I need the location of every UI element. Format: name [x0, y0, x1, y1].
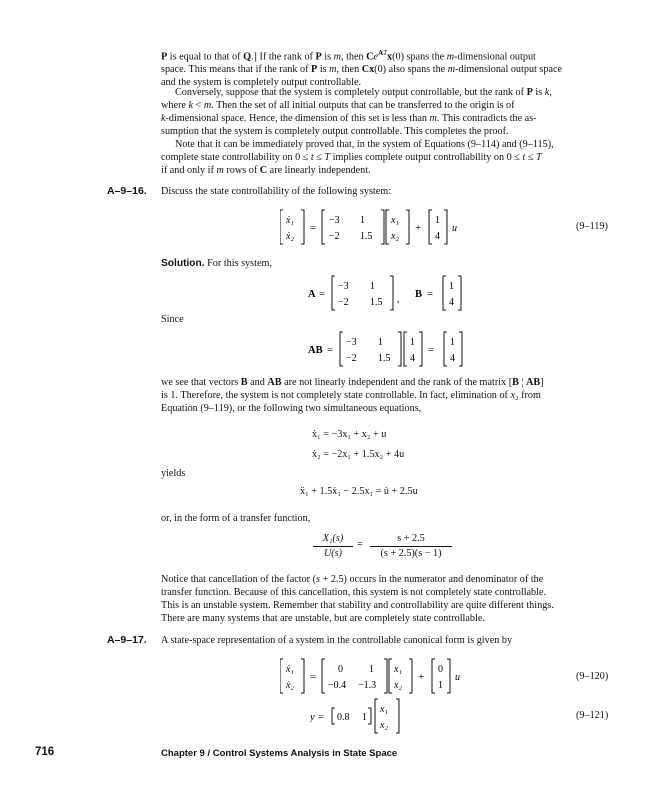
matrix-entry: 1 [435, 215, 440, 226]
svg-text:x₁: x₁ [380, 704, 388, 715]
matrix-entry: 1 [410, 337, 415, 348]
matrices-a-b [308, 274, 498, 312]
matrix-entry: −1.3 [358, 680, 377, 691]
matrix-entry: −3 [338, 281, 349, 292]
svg-text:=: = [310, 222, 317, 234]
problem-number: A–9–17. [107, 634, 147, 646]
svg-text:+: + [415, 222, 422, 234]
svg-text:ẋ₂: ẋ₂ [286, 231, 294, 242]
tf-lhs-denominator: U(s) [323, 548, 343, 559]
matrix-entry: 1 [369, 664, 374, 675]
output-equation-9-121 [310, 697, 440, 735]
matrix-a [322, 210, 384, 244]
matrix-entry: 1 [370, 281, 375, 292]
svg-text:u: u [452, 223, 457, 234]
text-line: transfer function. Because of this cancellation, this system is not completely state controllable. [161, 587, 547, 598]
svg-text:=: = [327, 345, 333, 356]
page-number: 716 [35, 746, 55, 758]
or-form-text: or, in the form of a transfer function, [161, 513, 311, 524]
problem-statement: A state-space representation of a system in the controllable canonical form is given by [161, 635, 513, 646]
svg-text:=: = [427, 289, 433, 300]
text-line: is 1. Therefore, the system is not completely state controllable. In fact, elimination of x₂ from [161, 390, 541, 401]
text-line: and the system is completely output controllable. [161, 77, 362, 89]
text-line: Notice that cancellation of the factor (s + 2.5) occurs in the numerator and denominator of the [161, 574, 544, 585]
matrix-entry: 1 [438, 680, 443, 691]
svg-text:,: , [397, 294, 400, 305]
matrix-entry: 4 [449, 297, 454, 308]
matrix-entry: −3 [329, 215, 340, 226]
intro-paragraph [161, 47, 612, 89]
matrix-entry: 1 [360, 215, 365, 226]
matrix-entry: 0 [338, 664, 343, 675]
equation-second-order: ẍ₁ + 1.5ẋ₁ − 2.5x₁ = u̇ + 2.5u [300, 486, 418, 497]
svg-text:u: u [455, 672, 460, 683]
svg-text:=: = [428, 345, 434, 356]
svg-text:x₁: x₁ [391, 215, 399, 226]
equation-number: (9–119) [576, 221, 608, 232]
notice-paragraph [161, 573, 612, 625]
equation-xdot1: ẋ₁ = −3x₁ + x₂ + u [312, 429, 387, 440]
matrix-b [429, 210, 447, 244]
tf-lhs-numerator: X₁(s) [322, 533, 344, 544]
text-line: Note that it can be immediately proved that, in the system of Equations (9–114) and (9–115), [175, 139, 554, 150]
yields-text: yields [161, 468, 186, 479]
text-line: sumption that the system is completely output controllable. This completes the proof. [161, 126, 509, 137]
matrix-entry: −0.4 [328, 680, 347, 691]
matrix-entry: 1.5 [378, 353, 391, 364]
problem-statement: Discuss the state controllability of the following system: [161, 186, 392, 197]
tf-rhs-denominator: (s + 2.5)(s − 1) [380, 548, 442, 559]
svg-text:=: = [310, 671, 317, 683]
text-line: P is equal to that of Q.] If the rank of P is m, then $Ce^{AT}x(0)$ spans the m-dimensional output [161, 49, 536, 63]
equals-sign: = [357, 539, 363, 550]
matrix-entry: 1.5 [360, 231, 373, 242]
matrix-entry: 1 [450, 337, 455, 348]
matrix-entry: −2 [329, 231, 340, 242]
svg-text:+: + [418, 671, 425, 683]
y-label: y = [310, 712, 325, 723]
svg-text:A: A [308, 289, 316, 300]
text-line: complete state controllability on 0 ≤ t ≤ T implies complete output controllability on 0 ≤ t ≤ T [161, 152, 542, 163]
svg-text:B: B [415, 289, 423, 300]
svg-text:ẋ₁: ẋ₁ [286, 215, 294, 226]
solution-text: For this system, [207, 258, 272, 269]
text-line: space. This means that if the rank of P is m, then Cx(0) also spans the m-dimensional output space [161, 64, 563, 76]
svg-text:ẋ₂: ẋ₂ [286, 680, 294, 691]
fraction-bar [313, 546, 353, 547]
matrix-ab-equation [308, 330, 498, 368]
matrix-entry: 0.8 [337, 712, 350, 723]
equation-number: (9–121) [576, 710, 609, 721]
matrix-entry: 1 [378, 337, 383, 348]
chapter-footer: Chapter 9 / Control Systems Analysis in State Space [161, 748, 398, 759]
svg-text:x₂: x₂ [394, 680, 402, 691]
svg-text:=: = [319, 289, 325, 300]
text-line: we see that vectors B and AB are not linearly independent and the rank of the matrix [B ¦ AB] [161, 377, 544, 388]
state-equation-9-119 [280, 208, 520, 246]
solution-label: Solution. [161, 258, 205, 269]
matrix-entry: 4 [450, 353, 455, 364]
text-line: k-dimensional space. Hence, the dimension of this set is less than m. This contradicts the as- [161, 113, 537, 124]
equation-xdot2: ẋ₂ = −2x₁ + 1.5x₂ + 4u [312, 449, 405, 460]
matrix-entry: −2 [338, 297, 349, 308]
matrix-entry: 1.5 [370, 297, 383, 308]
matrix-entry: −3 [346, 337, 357, 348]
text-line: if and only if m rows of C are linearly independent. [161, 165, 371, 176]
matrix-entry: 1 [449, 281, 454, 292]
text-line: Conversely, suppose that the system is completely output controllable, but the rank of P is k, [175, 87, 552, 98]
state-equation-9-120 [280, 657, 520, 695]
tf-rhs-numerator: s + 2.5 [397, 533, 425, 544]
text-line: where k < m. Then the set of all initial outputs that can be transferred to the origin is of [161, 100, 515, 111]
svg-text:AB: AB [308, 345, 323, 356]
solution-line [161, 258, 272, 269]
note-paragraph [161, 138, 612, 177]
text-line: Equation (9–119), or the following two simultaneous equations, [161, 403, 422, 414]
equation-number: (9–120) [576, 671, 609, 682]
matrix-entry: 0 [438, 664, 443, 675]
x-vector [386, 210, 409, 244]
svg-text:ẋ₁: ẋ₁ [286, 664, 294, 675]
text-line: There are many systems that are unstable, but are completely state controllable. [161, 613, 485, 624]
matrix-entry: 1 [362, 712, 367, 723]
we-see-paragraph [161, 376, 612, 415]
svg-text:x₂: x₂ [380, 720, 388, 731]
matrix-entry: 4 [410, 353, 415, 364]
matrix-entry: −2 [346, 353, 357, 364]
text-line: This is an unstable system. Remember that stability and controllability are quite different things. [161, 600, 554, 611]
since-text: Since [161, 314, 184, 325]
problem-number: A–9–16. [107, 185, 147, 197]
svg-text:x₁: x₁ [394, 664, 402, 675]
matrix-entry: 4 [435, 231, 440, 242]
fraction-bar [370, 546, 452, 547]
converse-paragraph [161, 86, 612, 138]
svg-text:x₂: x₂ [391, 231, 399, 242]
xdot-vector [280, 210, 304, 244]
